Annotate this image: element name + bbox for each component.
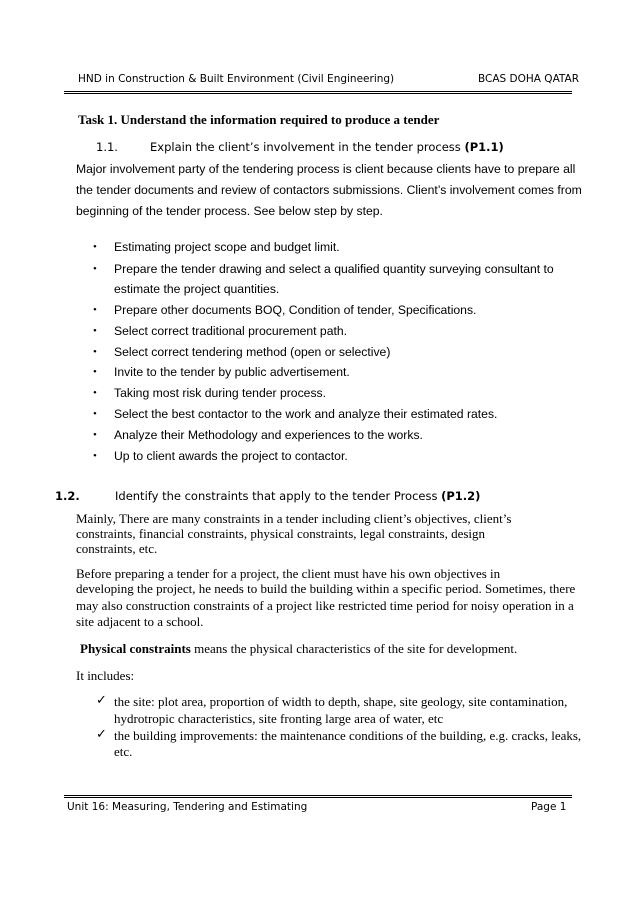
bullet-icon: •	[93, 263, 97, 275]
header-rule	[64, 91, 572, 92]
list-item: Invite to the tender by public advertisement.	[114, 365, 350, 379]
section-1-1-number: 1.1.	[96, 140, 118, 154]
paragraph-line: constraints, financial constraints, physical constraints, legal constraints, design	[76, 526, 486, 541]
bullet-icon: •	[93, 304, 97, 316]
paragraph-line: Major involvement party of the tendering process is client because clients have to prepare all	[76, 162, 576, 176]
footer-unit: Unit 16: Measuring, Tendering and Estimating	[67, 801, 308, 813]
includes-label: It includes:	[76, 668, 135, 683]
footer-rule	[64, 795, 572, 796]
list-item: Taking most risk during tender process.	[114, 386, 327, 400]
header-org: BCAS DOHA QATAR	[478, 73, 580, 85]
section-1-2-ref: (P1.2)	[441, 489, 481, 503]
paragraph-line: constraints, etc.	[76, 541, 158, 556]
header-rule-2	[64, 93, 572, 94]
paragraph-line: the tender documents and review of contactors submissions. Client’s involvement comes from	[76, 183, 582, 197]
paragraph-line: site adjacent to a school.	[76, 614, 204, 629]
list-item: Estimating project scope and budget limit.	[114, 240, 340, 254]
task-title: Task 1. Understand the information required to produce a tender	[78, 112, 440, 127]
bullet-icon: •	[93, 241, 97, 253]
section-1-1-title: Explain the client’s involvement in the tender process	[150, 140, 461, 154]
list-item: Up to client awards the project to contactor.	[114, 449, 348, 463]
section-1-2-title: Identify the constraints that apply to the tender Process	[115, 489, 438, 503]
bullet-icon: •	[93, 450, 97, 462]
list-item: Select correct tendering method (open or selective)	[114, 345, 391, 359]
physical-constraints-definition: means the physical characteristics of the site for development.	[190, 641, 518, 656]
paragraph-line: Before preparing a tender for a project, the client must have his own objectives in	[76, 566, 501, 581]
section-1-1-ref: (P1.1)	[464, 140, 504, 154]
bullet-icon: •	[93, 429, 97, 441]
physical-constraints-line	[80, 641, 517, 657]
bullet-icon: •	[93, 408, 97, 420]
bullet-icon: •	[93, 346, 97, 358]
footer-rule-2	[64, 797, 572, 798]
paragraph-line: Mainly, There are many constraints in a tender including client’s objectives, client’s	[76, 511, 512, 526]
list-item-continuation: hydrotropic characteristics, site fronting large area of water, etc	[114, 711, 444, 726]
section-1-1-heading	[150, 140, 504, 154]
list-item-continuation: estimate the project quantities.	[114, 282, 280, 296]
bullet-icon: •	[93, 325, 97, 337]
list-item: Prepare the tender drawing and select a qualified quantity surveying consultant to	[114, 262, 554, 276]
page-number: Page 1	[531, 801, 567, 813]
paragraph-line: beginning of the tender process. See below step by step.	[76, 204, 383, 218]
list-item: Select the best contactor to the work and analyze their estimated rates.	[114, 407, 498, 421]
list-item: the building improvements: the maintenance conditions of the building, e.g. cracks, leaks,	[114, 728, 582, 743]
paragraph-line: may also construction constraints of a project like restricted time period for noisy operation in a	[76, 598, 574, 613]
bullet-icon: •	[93, 387, 97, 399]
list-item: the site: plot area, proportion of width to depth, shape, site geology, site contamination,	[114, 694, 568, 709]
checkmark-icon: ✓	[96, 727, 107, 742]
section-1-2-heading	[115, 489, 480, 503]
list-item: Select correct traditional procurement path.	[114, 324, 348, 338]
physical-constraints-term: Physical constraints	[80, 641, 191, 656]
section-1-2-number: 1.2.	[55, 489, 80, 503]
paragraph-line: developing the project, he needs to build the building within a specific period. Sometimes, there	[76, 581, 576, 596]
header-title: HND in Construction & Built Environment (Civil Engineering)	[78, 73, 395, 85]
list-item-continuation: etc.	[114, 744, 133, 759]
list-item: Prepare other documents BOQ, Condition of tender, Specifications.	[114, 303, 477, 317]
bullet-icon: •	[93, 366, 97, 378]
list-item: Analyze their Methodology and experiences to the works.	[114, 428, 423, 442]
checkmark-icon: ✓	[96, 693, 107, 708]
